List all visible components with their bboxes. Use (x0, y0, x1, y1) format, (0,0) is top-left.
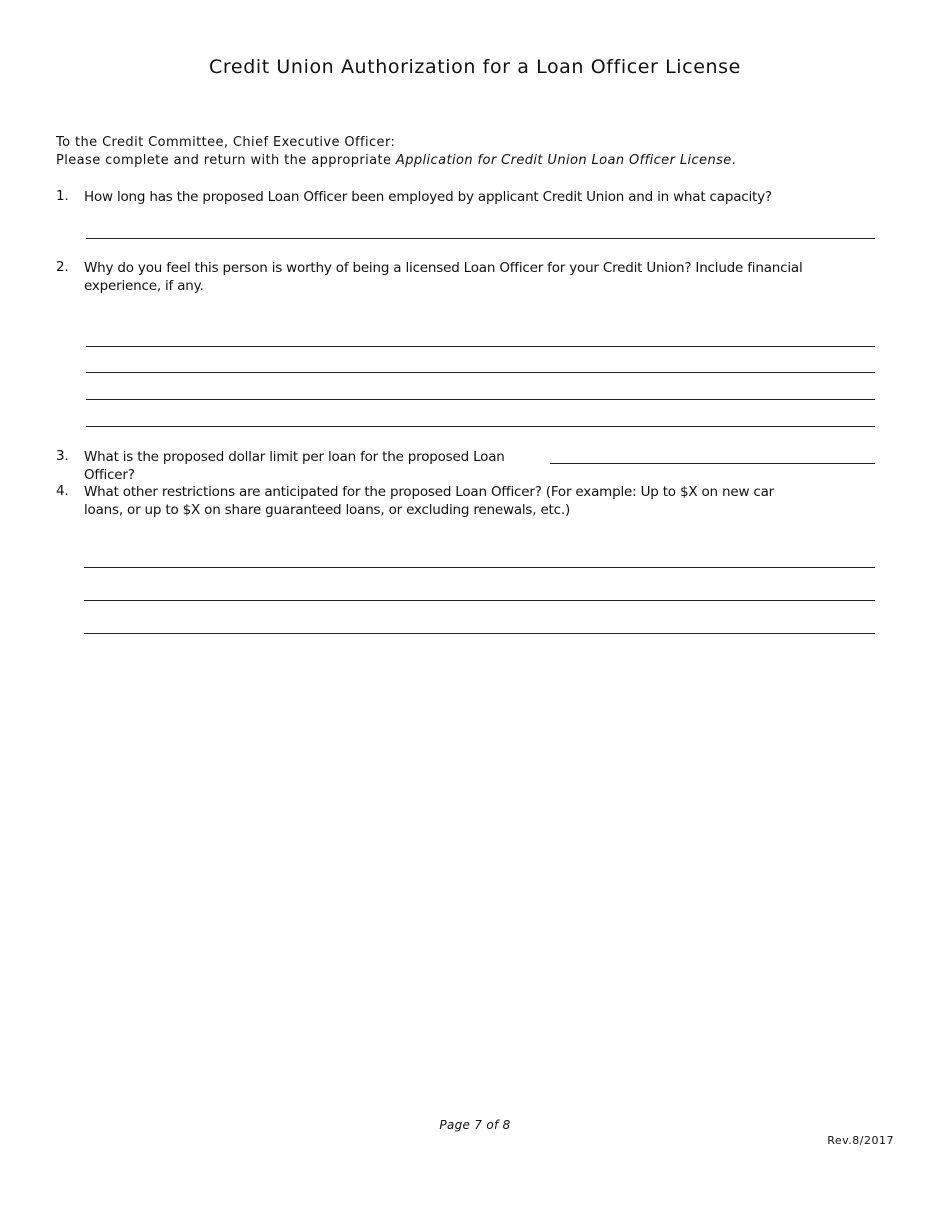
page-title: Credit Union Authorization for a Loan Officer License (209, 56, 741, 78)
question-4-text-line1: What other restrictions are anticipated for the proposed Loan Officer? (For example: Up to $X on new car (84, 484, 775, 500)
question-2-answer-line-4[interactable] (86, 426, 875, 427)
question-1-number: 1. (56, 188, 69, 204)
question-1-answer-line[interactable] (86, 238, 875, 239)
question-4-number: 4. (56, 483, 69, 499)
intro-instructions-prefix: Please complete and return with the appropriate (56, 153, 396, 168)
question-3-number: 3. (56, 448, 69, 464)
question-2-text (84, 259, 804, 295)
intro-instructions (56, 152, 736, 170)
question-2-answer-line-3[interactable] (86, 399, 875, 400)
question-2-answer-line-2[interactable] (86, 372, 875, 373)
intro-instructions-suffix: . (731, 153, 737, 168)
question-3-answer-line[interactable] (550, 463, 875, 464)
question-1-text: How long has the proposed Loan Officer been employed by applicant Credit Union and in what capacity? (84, 189, 772, 205)
intro-application-name: Application for Credit Union Loan Officer License (395, 153, 732, 168)
page-number: Page 7 of 8 (439, 1118, 511, 1132)
question-2-answer-line-1[interactable] (86, 346, 875, 347)
question-3-text: What is the proposed dollar limit per loan for the proposed Loan Officer? (84, 449, 505, 483)
question-4-text-line2: loans, or up to $X on share guaranteed loans, or excluding renewals, etc.) (84, 502, 571, 518)
question-2-number: 2. (56, 259, 69, 275)
question-4-answer-line-3[interactable] (84, 633, 875, 634)
intro-block (56, 134, 736, 170)
question-4-answer-line-2[interactable] (84, 600, 875, 601)
question-2-text-line1: Why do you feel this person is worthy of being a licensed Loan Officer for your Credit Union? Include financial (84, 260, 803, 276)
question-4-answer-line-1[interactable] (84, 567, 875, 568)
revision-label: Rev.8/2017 (827, 1134, 894, 1147)
intro-addressee: To the Credit Committee, Chief Executive Officer: (56, 135, 396, 150)
question-4-text (84, 483, 804, 519)
question-2-text-line2: experience, if any. (84, 278, 204, 294)
